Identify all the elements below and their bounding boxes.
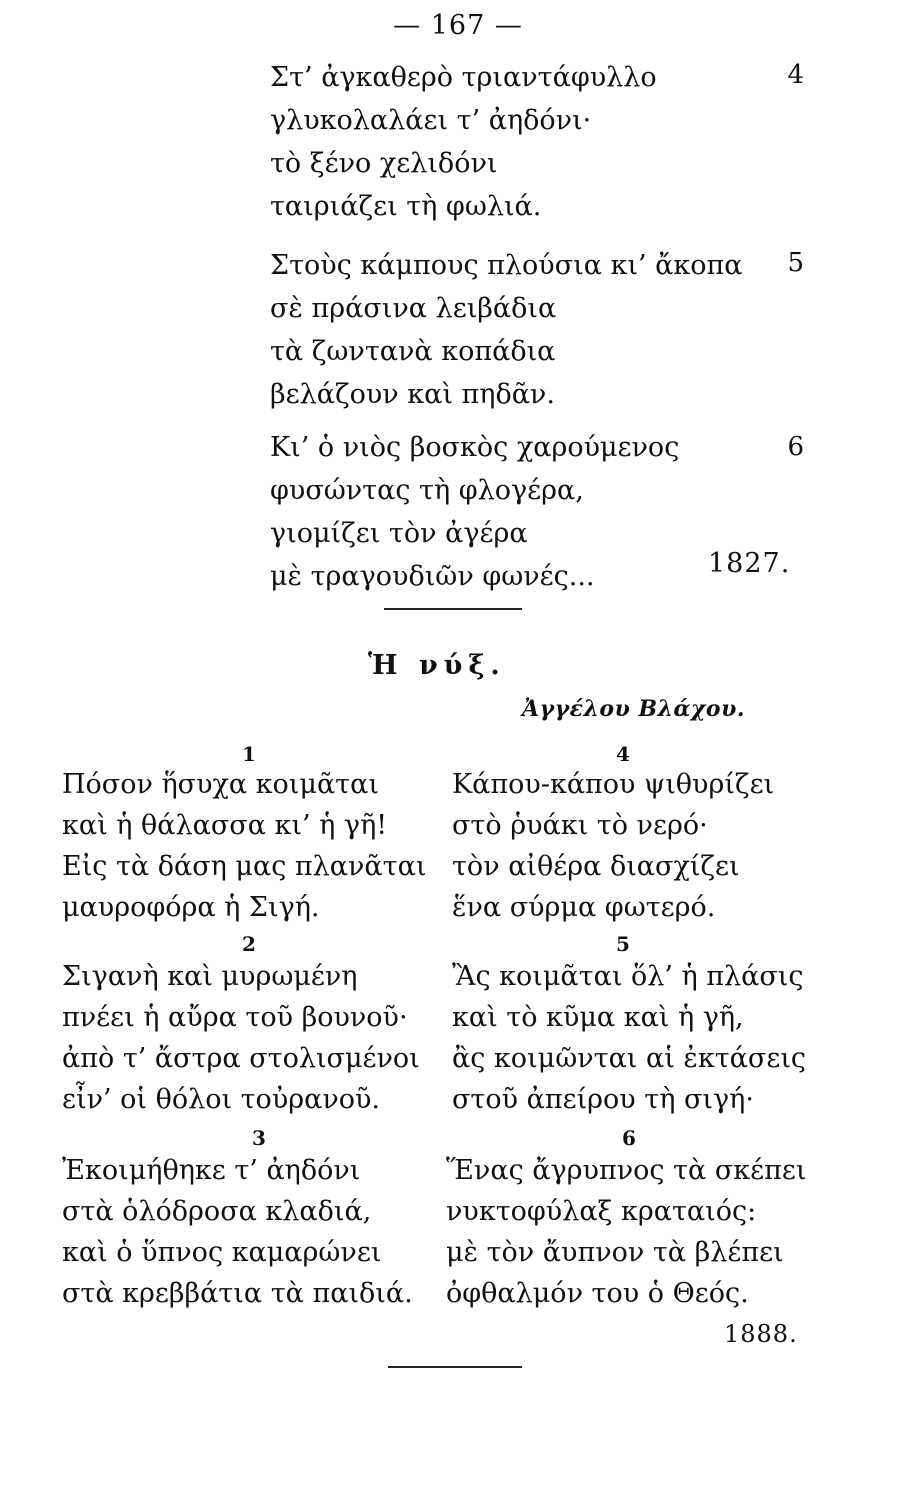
stanza-number: 2 bbox=[242, 932, 256, 956]
verse-line: πνέει ἡ αὔρα τοῦ βουνοῦ· bbox=[62, 1002, 408, 1033]
verse-line: τὸ ξένο χελιδόνι bbox=[270, 148, 498, 179]
stanza-number: 4 bbox=[787, 60, 804, 90]
stanza-number: 3 bbox=[252, 1126, 266, 1150]
verse-line: καὶ ἡ θάλασσα κι’ ἡ γῆ! bbox=[62, 810, 388, 841]
verse-line: Στοὺς κάμπους πλούσια κι’ ἄκοπα bbox=[270, 250, 743, 281]
verse-line: βελάζουν καὶ πηδᾶν. bbox=[270, 379, 555, 410]
stanza-number: 1 bbox=[242, 742, 256, 766]
verse-line: καὶ τὸ κῦμα καὶ ἡ γῆ, bbox=[452, 1002, 744, 1033]
verse-line: Ἂς κοιμᾶται ὅλ’ ἡ πλάσις bbox=[452, 961, 804, 992]
stanza-number: 4 bbox=[616, 742, 630, 766]
verse-line: νυκτοφύλαξ κραταιός: bbox=[446, 1196, 757, 1227]
stanza-number: 6 bbox=[622, 1126, 636, 1150]
second-poem-stanza-5 bbox=[452, 956, 806, 1120]
stanza-number: 6 bbox=[787, 432, 804, 462]
verse-line: σὲ πράσινα λειβάδια bbox=[270, 293, 557, 324]
verse-line: στοῦ ἀπείρου τὴ σιγή· bbox=[452, 1084, 754, 1115]
first-poem-stanza-1 bbox=[270, 56, 657, 228]
verse-line: ἕνα σύρμα φωτερό. bbox=[452, 892, 716, 923]
verse-line: φυσώντας τὴ φλογέρα, bbox=[270, 475, 584, 506]
verse-line: μὲ τραγουδιῶν φωνές... bbox=[270, 561, 595, 592]
verse-line: Κι’ ὁ νιὸς βοσκὸς χαρούμενος bbox=[270, 432, 680, 463]
verse-line: στὰ ὁλόδροσα κλαδιά, bbox=[62, 1196, 372, 1227]
second-poem-stanza-3 bbox=[62, 1150, 413, 1314]
verse-line: στὸ ῥυάκι τὸ νερό· bbox=[452, 810, 708, 841]
verse-line: Ἐκοιμήθηκε τ’ ἀηδόνι bbox=[62, 1155, 361, 1186]
second-poem-stanza-6 bbox=[446, 1150, 806, 1314]
verse-line: Στ’ ἀγκαθερὸ τριαντάφυλλο bbox=[270, 62, 657, 93]
end-divider bbox=[388, 1366, 522, 1368]
second-poem-stanza-4 bbox=[452, 764, 774, 928]
verse-line: τὸν αἰθέρα διασχίζει bbox=[452, 851, 740, 882]
verse-line: μὲ τὸν ἄυπνον τὰ βλέπει bbox=[446, 1237, 784, 1268]
verse-line: τὰ ζωντανὰ κοπάδια bbox=[270, 336, 556, 367]
verse-line: ἂς κοιμῶνται αἱ ἐκτάσεις bbox=[452, 1043, 807, 1074]
verse-line: στὰ κρεββάτια τὰ παιδιά. bbox=[62, 1278, 413, 1309]
section-divider bbox=[384, 608, 522, 610]
second-poem-stanza-1 bbox=[62, 764, 426, 928]
verse-line: Πόσον ἥσυχα κοιμᾶται bbox=[62, 769, 379, 800]
verse-line: γιομίζει τὸν ἀγέρα bbox=[270, 518, 528, 549]
stanza-number: 5 bbox=[616, 932, 630, 956]
verse-line: ταιριάζει τὴ φωλιά. bbox=[270, 191, 542, 222]
second-poem-date: 1888. bbox=[724, 1320, 798, 1348]
verse-line: εἶν’ οἱ θόλοι τοὐρανοῦ. bbox=[62, 1084, 381, 1115]
verse-line: Σιγανὴ καὶ μυρωμένη bbox=[62, 961, 358, 992]
poem-title: Ἡ νύξ. bbox=[368, 650, 506, 681]
verse-line: καὶ ὁ ὕπνος καμαρώνει bbox=[62, 1237, 382, 1268]
first-poem-stanza-2 bbox=[270, 244, 743, 416]
verse-line: ὀφθαλμόν του ὁ Θεός. bbox=[446, 1278, 749, 1309]
verse-line: Ἕνας ἄγρυπνος τὰ σκέπει bbox=[446, 1155, 807, 1186]
first-poem-stanza-3 bbox=[270, 426, 679, 598]
verse-line: Κάπου-κάπου ψιθυρίζει bbox=[452, 769, 775, 800]
verse-line: μαυροφόρα ἡ Σιγή. bbox=[62, 892, 320, 923]
verse-line: Εἰς τὰ δάση μας πλανᾶται bbox=[62, 851, 427, 882]
page-number: — 167 — bbox=[393, 10, 523, 41]
stanza-number: 5 bbox=[787, 248, 804, 278]
verse-line: γλυκολαλάει τ’ ἀηδόνι· bbox=[270, 105, 592, 136]
verse-line: ἀπὸ τ’ ἄστρα στολισμένοι bbox=[62, 1043, 420, 1074]
first-poem-date: 1827. bbox=[708, 548, 791, 579]
second-poem-stanza-2 bbox=[62, 956, 420, 1120]
poem-author: Ἀγγέλου Βλάχου. bbox=[522, 696, 746, 722]
